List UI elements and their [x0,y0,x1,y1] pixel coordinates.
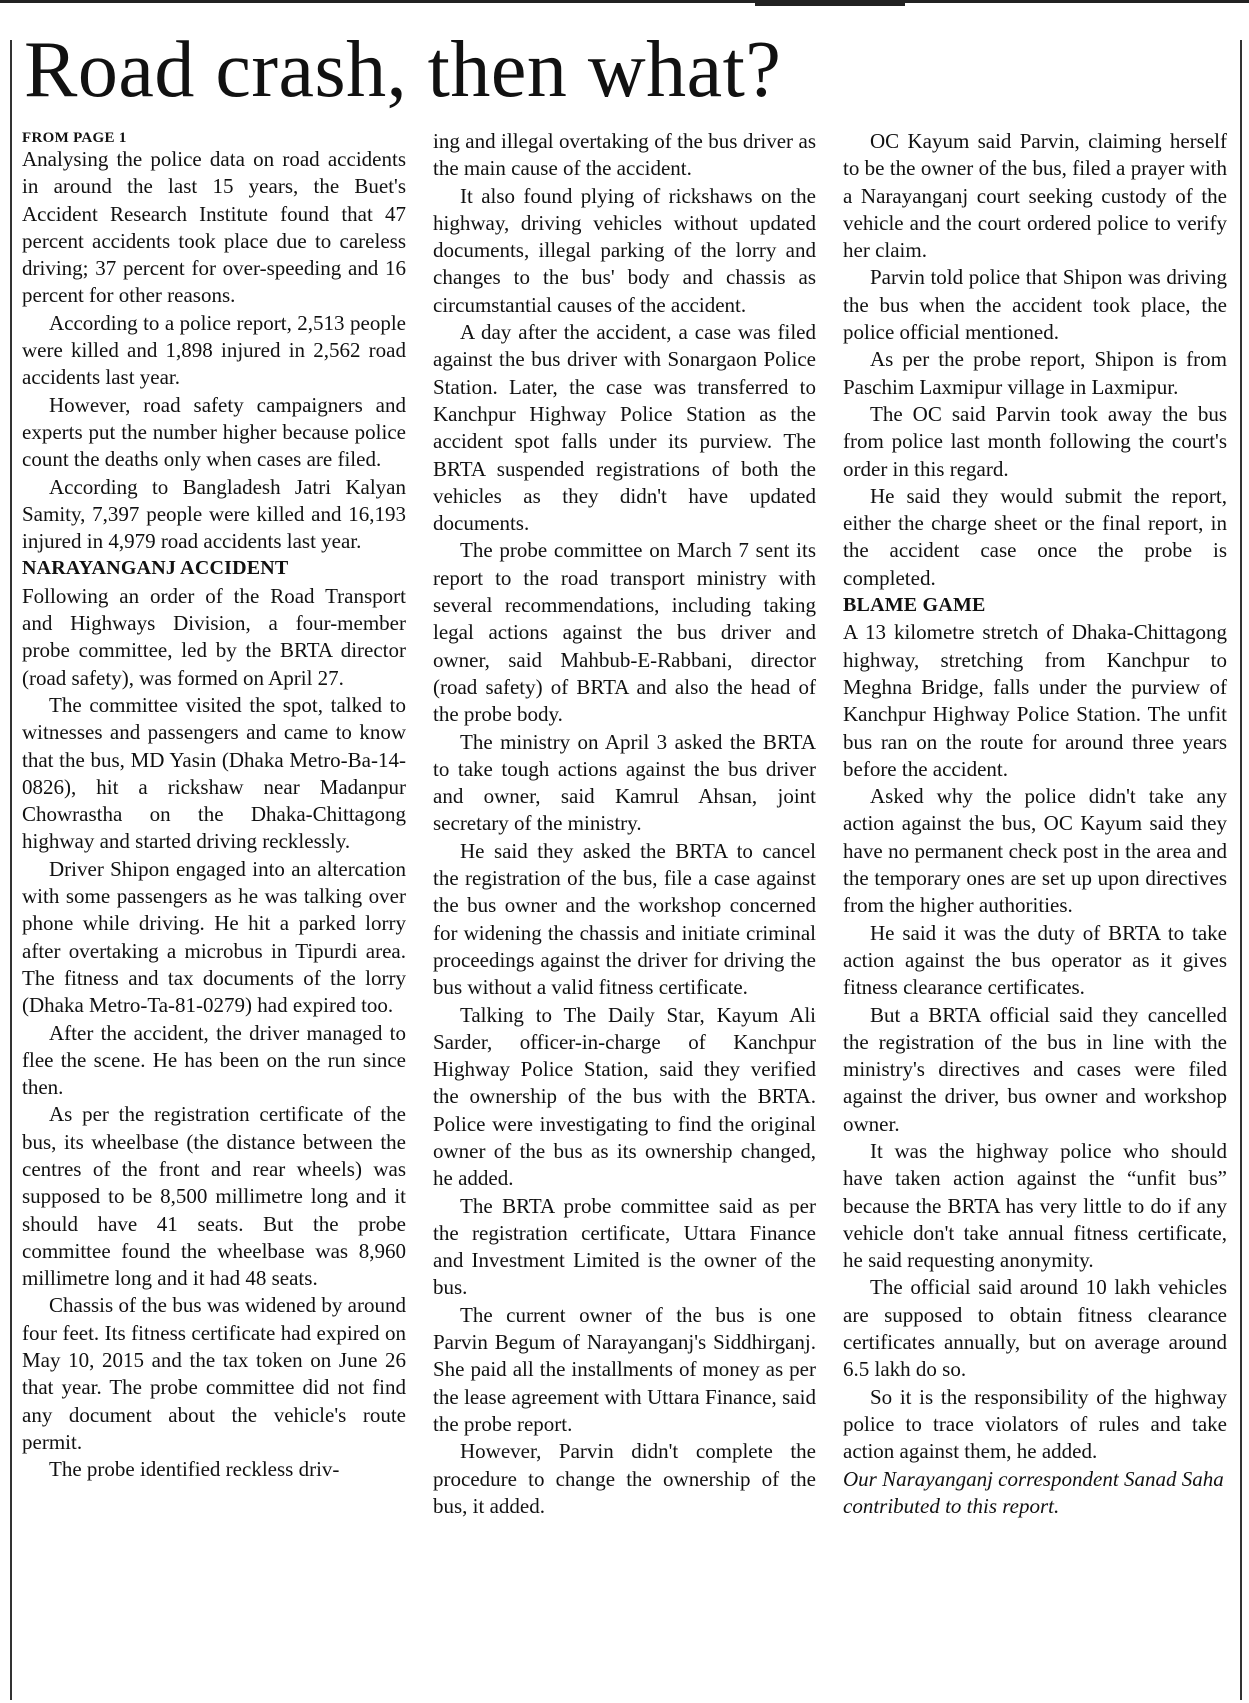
paragraph: Chassis of the bus was widened by around four feet. Its fitness certificate had expired on May 10, 2015 and the tax token on June 26 that year. The probe committee did not find any document about the vehicle's route permit. [22,1293,406,1454]
headline: Road crash, then what? [24,26,782,114]
paragraph: A 13 kilometre stretch of Dhaka-Chittagong highway, stretching from Kanchpur to Meghna Bridge, falls under the purview of Kanchpur Highway Police Station. The unfit bus ran on the route for around three years before the accident. [843,620,1227,781]
paragraph: He said it was the duty of BRTA to take action against the bus operator as it gives fitness clearance certificates. [843,920,1227,1000]
paragraph: As per the registration certificate of the bus, its wheelbase (the distance between the centres of the front and rear wheels) was supposed to be 8,500 millimetre long and it should have 41 seats. But the probe committee found the wheelbase was 8,960 millimetre long and it had 48 seats. [22,1102,406,1291]
paragraph: As per the probe report, Shipon is from Paschim Laxmipur village in Laxmipur. [843,347,1227,399]
column-2 [433,128,816,1698]
paragraph: Following an order of the Road Transport and Highways Division, a four-member probe committee, led by the BRTA director (road safety), was formed on April 27. [22,583,406,690]
frame-left-rule [10,40,12,1700]
paragraph: OC Kayum said Parvin, claiming herself to be the owner of the bus, filed a prayer with a Narayanganj court seeking custody of the vehicle and the court ordered police to verify her claim. [843,129,1227,263]
subhead: BLAME GAME [843,594,986,617]
paragraph: He said they would submit the report, either the charge sheet or the final report, in the accident case once the probe is completed. [843,483,1227,590]
paragraph: The current owner of the bus is one Parvin Begum of Narayanganj's Siddhirganj. She paid all the installments of money as per the lease agreement with Uttara Finance, said the probe report. [433,1302,816,1436]
paragraph: Talking to The Daily Star, Kayum Ali Sarder, officer-in-charge of Kanchpur Highway Police Station, said they verified the ownership of the bus with the BRTA. Police were investigating to find the original owner of the bus as its ownership changed, he added. [433,1002,816,1191]
paragraph: The committee visited the spot, talked to witnesses and passengers and came to know that the bus, MD Yasin (Dhaka Metro-Ba-14-0826), hit a rickshaw near Madanpur Chowrastha on the Dhaka-Chittagong highway and started driving recklessly. [22,692,406,854]
paragraph: But a BRTA official said they cancelled the registration of the bus in line with the ministry's directives and cases were filed against the driver, bus owner and workshop owner. [843,1002,1227,1136]
paragraph: According to Bangladesh Jatri Kalyan Samity, 7,397 people were killed and 16,193 injured in 4,979 road accidents last year. [22,474,406,554]
paragraph: The official said around 10 lakh vehicles are supposed to obtain fitness clearance certificates annually, but on average around 6.5 lakh do so. [843,1275,1227,1382]
kicker: FROM PAGE 1 [22,130,127,146]
paragraph: Parvin told police that Shipon was driving the bus when the accident took place, the police official mentioned. [843,265,1227,345]
paragraph: The BRTA probe committee said as per the registration certificate, Uttara Finance and Investment Limited is the owner of the bus. [433,1193,816,1300]
paragraph: According to a police report, 2,513 people were killed and 1,898 injured in 2,562 road accidents last year. [22,310,406,390]
paragraph: The probe committee on March 7 sent its report to the road transport ministry with several recommendations, including taking legal actions against the bus driver and owner, said Mahbub-E-Rabbani, director (road safety) of BRTA and also the head of the probe body. [433,538,816,727]
paragraph: Analysing the police data on road accidents in around the last 15 years, the Buet's Accident Research Institute found that 47 percent accidents took place due to careless driving; 37 percent for over-speeding and 16 percent for other reasons. [22,147,406,308]
column-1 [22,128,406,1698]
paragraph: The probe identified reckless driv- [49,1457,340,1482]
paragraph: A day after the accident, a case was filed against the bus driver with Sonargaon Police Station. Later, the case was transferred to Kanchpur Highway Police Station as the accident spot falls under its purview. The BRTA suspended registrations of both the vehicles as they didn't have updated documents. [433,320,816,536]
paragraph: The OC said Parvin took away the bus from police last month following the court's order in this regard. [843,401,1227,481]
section-tab [755,0,905,6]
paragraph: However, road safety campaigners and experts put the number higher because police count the deaths only when cases are filed. [22,392,406,472]
subhead: NARAYANGANJ ACCIDENT [22,557,289,580]
paragraph: He said they asked the BRTA to cancel the registration of the bus, file a case against the bus owner and the workshop concerned for widening the chassis and initiate criminal proceedings against the driver for driving the bus without a valid fitness certificate. [433,838,816,1000]
paragraph: Asked why the police didn't take any action against the bus, OC Kayum said they have no permanent check post in the area and the temporary ones are set up upon directives from the higher authorities. [843,784,1227,918]
paragraph: ing and illegal overtaking of the bus driver as the main cause of the accident. [433,129,816,181]
top-rule [0,0,1249,3]
paragraph: So it is the responsibility of the highway police to trace violators of rules and take action against them, he added. [843,1384,1227,1464]
paragraph: The ministry on April 3 asked the BRTA to take tough actions against the bus driver and owner, said Kamrul Ahsan, joint secretary of the ministry. [433,729,816,836]
paragraph: However, Parvin didn't complete the procedure to change the ownership of the bus, it added. [433,1439,816,1518]
frame-right-rule [1240,40,1242,1700]
paragraph: After the accident, the driver managed to flee the scene. He has been on the run since then. [22,1020,406,1100]
paragraph: It was the highway police who should have taken action against the “unfit bus” because the BRTA has very little to do if any vehicle don't take annual fitness certificate, he said requesting anonymity. [843,1138,1227,1273]
paragraph: Driver Shipon engaged into an altercation with some passengers as he was talking over phone while driving. He hit a parked lorry after overtaking a microbus in Tipurdi area. The fitness and tax documents of the lorry (Dhaka Metro-Ta-81-0279) had expired too. [22,856,406,1018]
paragraph: It also found plying of rickshaws on the highway, driving vehicles without updated documents, illegal parking of the lorry and changes to the bus' body and chassis as circumstantial causes of the accident. [433,183,816,317]
column-3 [843,128,1227,1698]
credit-line: Our Narayanganj correspondent Sanad Saha contributed to this report. [843,1466,1224,1518]
